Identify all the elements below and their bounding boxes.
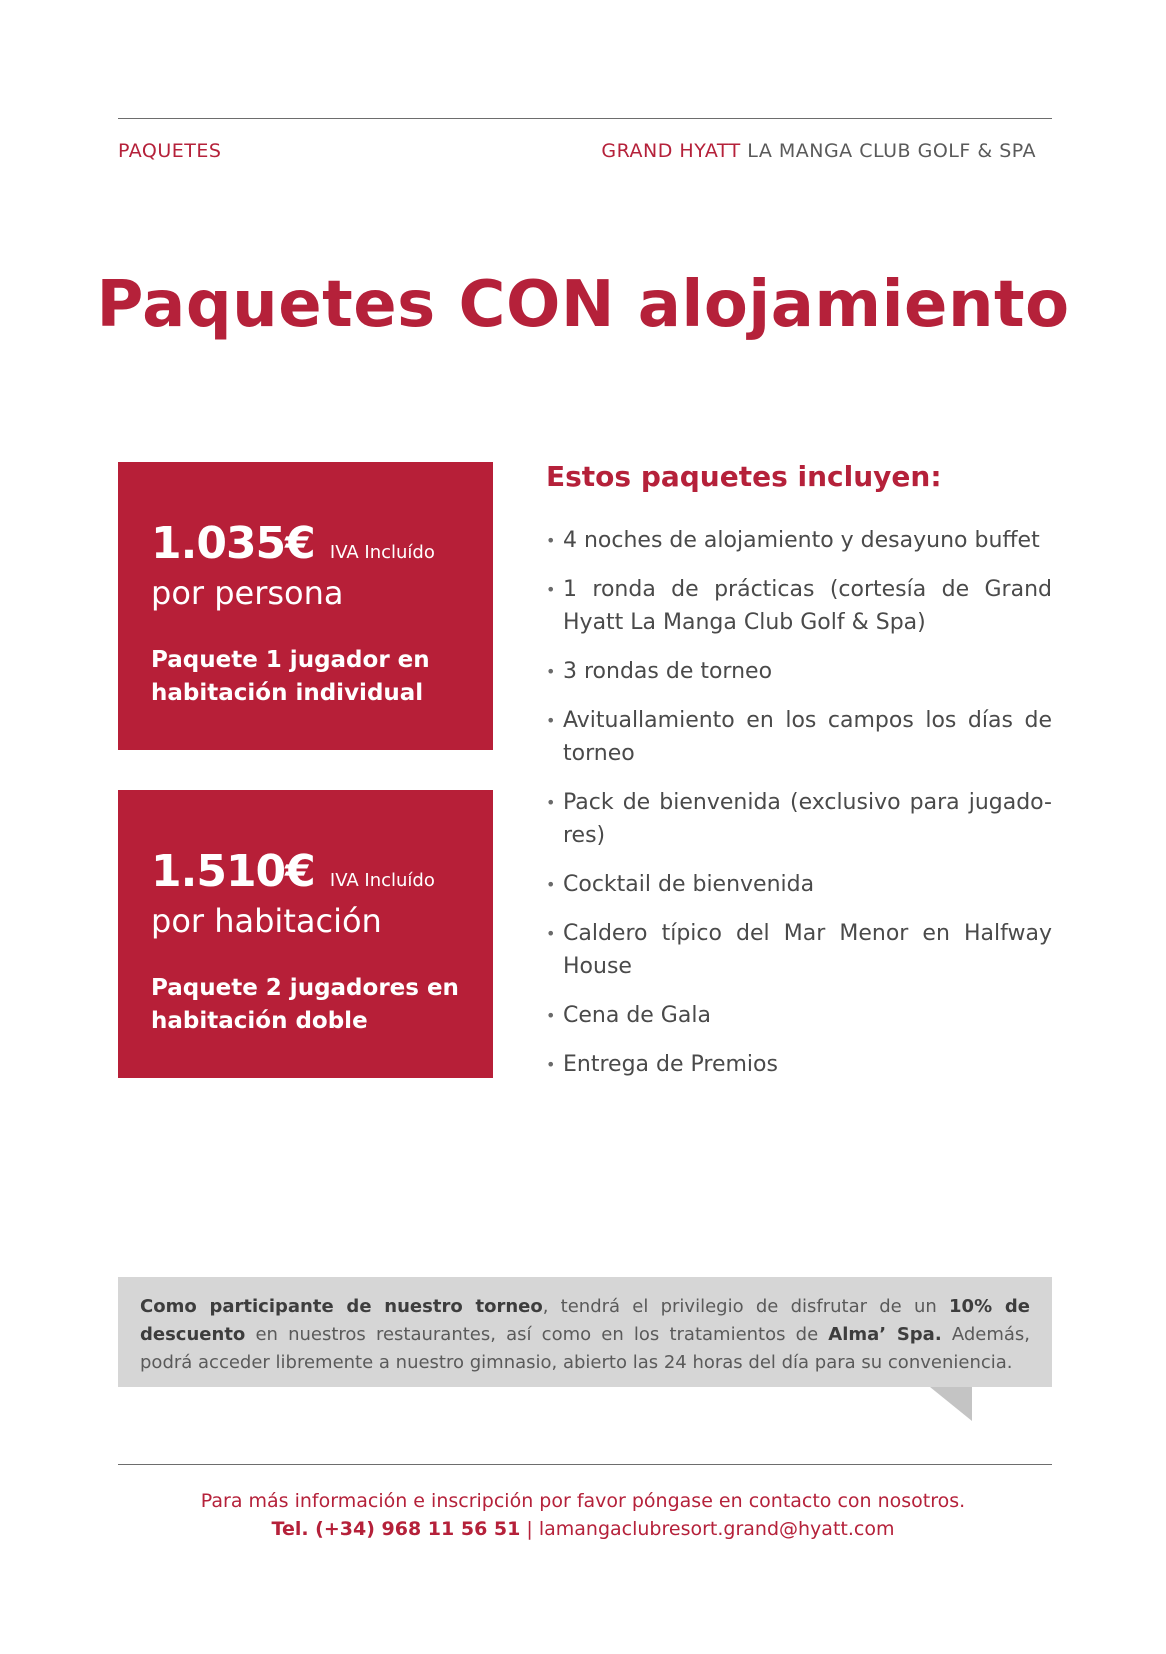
note-text: en nuestros restaurantes, así como en los tratamientos de bbox=[245, 1324, 829, 1345]
package-card-double bbox=[118, 790, 493, 1078]
section-label: PAQUETES bbox=[118, 140, 222, 162]
package-price-line bbox=[151, 518, 435, 569]
list-item: • Caldero típico del Mar Menor en Halfway House bbox=[546, 917, 1052, 983]
page-title: Paquetes CON alojamiento bbox=[96, 268, 1070, 342]
note-lead: Como participante de nuestro torneo bbox=[140, 1296, 543, 1317]
package-unit: por persona bbox=[151, 574, 344, 612]
includes-title: Estos paquetes incluyen: bbox=[546, 460, 942, 493]
includes-list bbox=[546, 524, 1052, 1097]
footer-info: Para más información e inscripción por favor póngase en contacto con nosotros. bbox=[200, 1490, 966, 1512]
package-card-single bbox=[118, 462, 493, 750]
package-description: Paquete 1 jugador en habitación individual bbox=[151, 647, 430, 706]
package-description: Paquete 2 jugadores en habitación doble bbox=[151, 975, 459, 1034]
list-item: • Cena de Gala bbox=[546, 999, 1052, 1032]
footer-email[interactable]: lamangaclubresort.grand@hyatt.com bbox=[538, 1518, 895, 1540]
hotel-brand: GRAND HYATT bbox=[601, 140, 741, 162]
list-item: • 4 noches de alojamiento y desayuno buffet bbox=[546, 524, 1052, 557]
package-unit: por habitación bbox=[151, 902, 382, 940]
header-divider bbox=[118, 118, 1052, 119]
package-tax-note: IVA Incluído bbox=[329, 870, 435, 891]
footer-contact bbox=[0, 1518, 1166, 1540]
list-item: • Entrega de Premios bbox=[546, 1048, 1052, 1081]
list-item: • Pack de bienvenida (exclusivo para jugado-res) bbox=[546, 786, 1052, 852]
footer-divider bbox=[118, 1464, 1052, 1465]
hotel-name bbox=[601, 140, 1036, 162]
speech-bubble-tail bbox=[930, 1387, 972, 1421]
note-text: , tendrá el privilegio de disfrutar de un bbox=[542, 1296, 950, 1317]
package-tax-note: IVA Incluído bbox=[329, 542, 435, 563]
footer-phone: Tel. (+34) 968 11 56 51 bbox=[271, 1518, 521, 1540]
participant-benefits-note bbox=[118, 1277, 1052, 1387]
package-price: 1.510€ bbox=[151, 846, 315, 897]
footer-separator: | bbox=[520, 1518, 539, 1540]
list-item: • Avituallamiento en los campos los días de torneo bbox=[546, 704, 1052, 770]
list-item: • 3 rondas de torneo bbox=[546, 655, 1052, 688]
list-item: • Cocktail de bienvenida bbox=[546, 868, 1052, 901]
hotel-name-rest: LA MANGA CLUB GOLF & SPA bbox=[747, 140, 1036, 162]
note-discount: 10% de descuento bbox=[140, 1296, 1030, 1345]
note-spa: Alma’ Spa. bbox=[828, 1324, 942, 1345]
package-price-line bbox=[151, 846, 435, 897]
note-text: Además, podrá acceder libremente a nuestro gimnasio, abierto las 24 horas del día para su conveniencia. bbox=[140, 1324, 1030, 1373]
list-item: • 1 ronda de prácticas (cortesía de Grand Hyatt La Manga Club Golf & Spa) bbox=[546, 573, 1052, 639]
package-price: 1.035€ bbox=[151, 518, 315, 569]
